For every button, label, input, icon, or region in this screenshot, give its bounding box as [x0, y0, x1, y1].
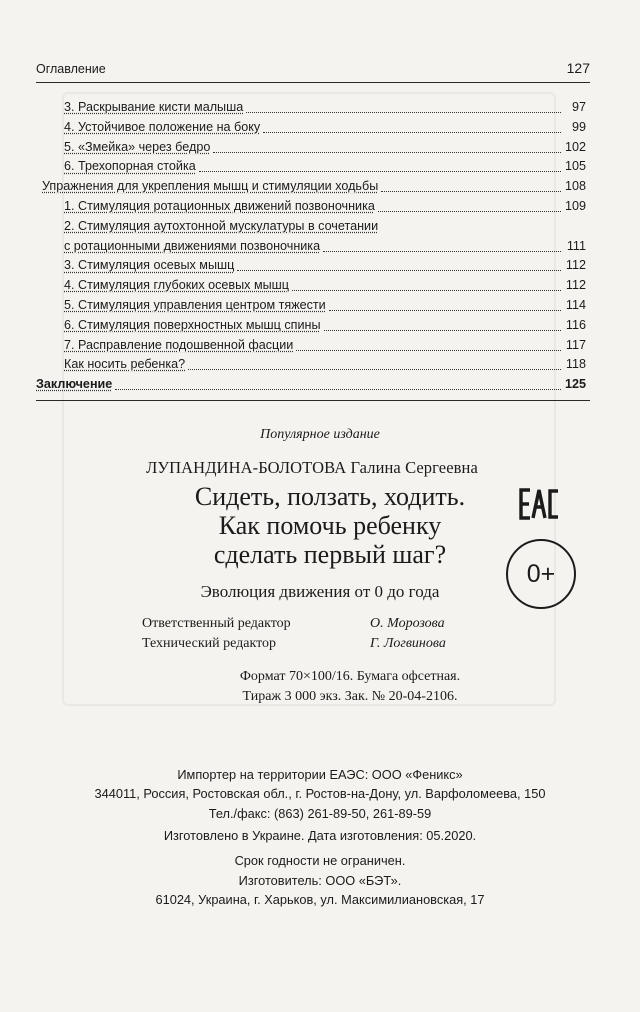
importer-line: Импортер на территории ЕАЭС: ООО «Феникс» [177, 767, 463, 782]
toc-entry-title: 5. «Змейка» через бедро [64, 139, 211, 154]
credit-row [142, 614, 502, 634]
imprint-print-run: Тираж 3 000 экз. Зак. № 20-04-2106. [242, 689, 458, 704]
imprint-format: Формат 70×100/16. Бумага офсетная. [239, 669, 461, 684]
shelf-life: Срок годности не ограничен. [234, 853, 406, 868]
table-of-contents [36, 98, 586, 395]
toc-entry-page: 111 [566, 238, 586, 253]
toc-leader [188, 355, 561, 370]
toc-entry-title: 5. Стимуляция управления центром тяжести [64, 297, 326, 312]
credit-name: О. Морозова [370, 616, 445, 631]
toc-entry-page: 116 [565, 317, 586, 332]
toc-entry-page: 125 [564, 377, 586, 392]
importer-address: 344011, Россия, Ростовская обл., г. Ростов-на-Дону, ул. Варфоломеева, 150 [94, 786, 546, 801]
toc-entry-page: 117 [565, 337, 586, 352]
book-title-line: сделать первый шаг? [213, 540, 447, 569]
manufacture-date: Изготовлено в Украине. Дата изготовления: 05.2020. [163, 828, 477, 843]
page-number: 127 [566, 60, 590, 76]
toc-leader [292, 276, 561, 291]
toc-entry-title: Упражнения для укрепления мышц и стимуляции ходьбы [42, 179, 379, 194]
toc-entry [42, 118, 586, 138]
credit-row [142, 634, 502, 654]
toc-entry [42, 256, 586, 276]
toc-leader [237, 256, 561, 271]
toc-entry-title: 2. Стимуляция аутохтонной мускулатуры в сочетании [64, 218, 379, 233]
toc-entry-page: 102 [564, 139, 586, 154]
toc-entry-title: 4. Устойчивое положение на боку [64, 119, 261, 134]
toc-entry-title: Заключение [36, 377, 113, 392]
credit-role: Ответственный редактор [142, 616, 291, 631]
toc-leader [246, 98, 561, 113]
phone-fax: Тел./факс: (863) 261-89-50, 261-89-59 [208, 806, 432, 821]
toc-entry [36, 375, 586, 395]
toc-entry-title: 3. Раскрывание кисти малыша [64, 100, 244, 114]
toc-leader [323, 237, 561, 252]
toc-entry [42, 276, 586, 296]
toc-entry [42, 157, 586, 177]
toc-entry [42, 316, 586, 336]
toc-rule [36, 400, 590, 401]
toc-leader [213, 138, 561, 153]
toc-entry-title: 1. Стимуляция ротационных движений позвоночника [64, 198, 375, 213]
toc-entry-page: 108 [564, 179, 586, 194]
toc-leader [199, 157, 561, 172]
toc-entry [42, 355, 586, 375]
toc-entry-title: 7. Расправление подошвенной фасции [64, 337, 294, 352]
toc-entry-title: 3. Стимуляция осевых мышц [64, 258, 235, 273]
toc-entry [42, 177, 586, 197]
toc-entry [42, 98, 586, 118]
toc-entry-page: 112 [565, 258, 586, 273]
toc-leader [378, 197, 561, 212]
toc-entry [42, 296, 586, 316]
toc-entry [42, 336, 586, 356]
toc-entry-title: 6. Стимуляция поверхностных мышц спины [64, 317, 321, 332]
toc-entry-title-continued: с ротационными движениями позвоночника [64, 238, 321, 253]
print-imprint [140, 667, 560, 707]
toc-entry [42, 138, 586, 158]
toc-entry [42, 217, 586, 257]
header-rule [36, 82, 590, 83]
toc-entry-page: 99 [571, 119, 586, 134]
toc-entry-page: 114 [565, 297, 586, 312]
toc-entry [42, 197, 586, 217]
book-title-line: Как помочь ребенку [218, 511, 442, 540]
toc-entry-page: 97 [571, 100, 586, 114]
toc-entry-page: 109 [564, 198, 586, 213]
toc-leader [324, 316, 562, 331]
manufacturer-address: 61024, Украина, г. Харьков, ул. Максимилиановская, 17 [155, 892, 485, 907]
running-head-title: Оглавление [36, 62, 106, 76]
toc-leader [296, 336, 561, 351]
toc-entry-title: Как носить ребенка? [64, 357, 186, 372]
edition-note: Популярное издание [260, 427, 380, 442]
toc-leader [329, 296, 561, 311]
credit-role: Технический редактор [142, 636, 277, 651]
eac-certification-mark [519, 487, 559, 521]
toc-entry-title: 6. Трехопорная стойка [64, 159, 196, 174]
toc-leader [263, 118, 561, 133]
editor-credits [142, 614, 502, 654]
manufacturer-line: Изготовитель: ООО «БЭТ». [238, 873, 402, 888]
age-rating-badge: 0+ [506, 539, 576, 609]
toc-entry-page: 112 [565, 278, 586, 293]
toc-entry-page: 118 [565, 357, 586, 372]
toc-leader [115, 375, 561, 390]
toc-entry-title: 4. Стимуляция глубоких осевых мышц [64, 278, 289, 293]
toc-leader [381, 177, 561, 192]
credit-name: Г. Логвинова [370, 636, 446, 651]
book-subtitle: Эволюция движения от 0 до года [200, 582, 440, 601]
book-title-line: Сидеть, ползать, ходить. [194, 482, 466, 511]
author-name: ЛУПАНДИНА-БОЛОТОВА Галина Сергеевна [146, 458, 478, 477]
toc-entry-page: 105 [564, 159, 586, 174]
